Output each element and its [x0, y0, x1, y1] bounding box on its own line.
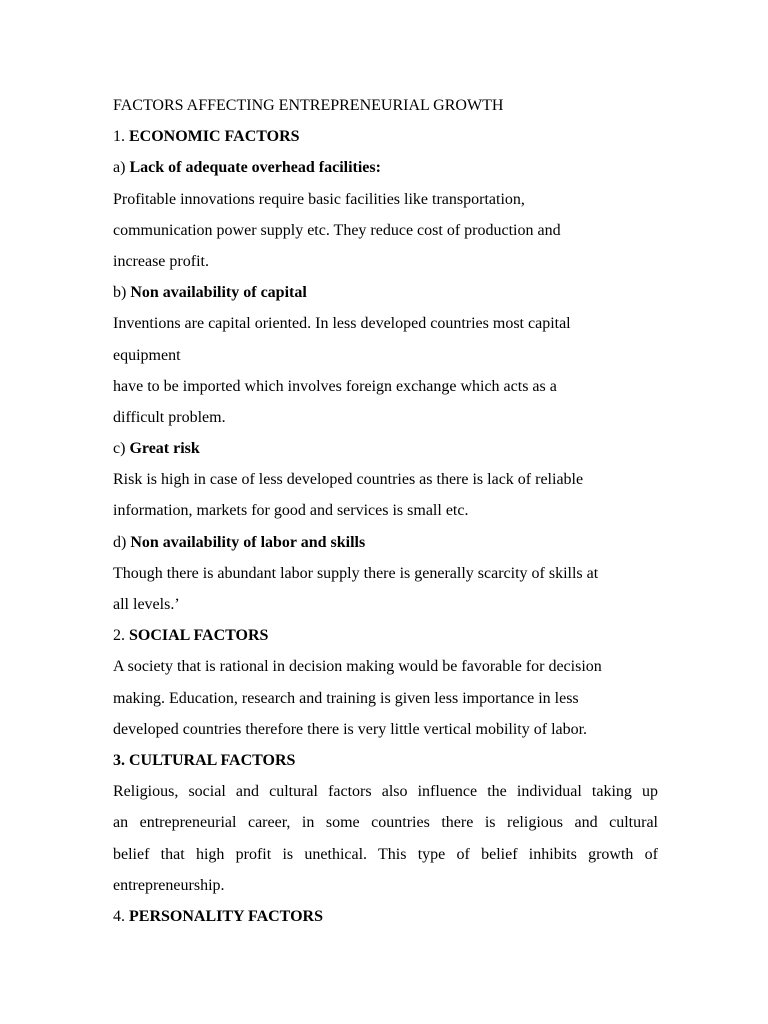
- paragraph-line: increase profit.: [113, 252, 209, 270]
- paragraph-line: Risk is high in case of less developed countries as there is lack of reliable: [113, 471, 584, 489]
- paragraph-line: information, markets for good and services is small etc.: [113, 502, 469, 520]
- section-heading-cultural: [113, 745, 658, 776]
- document-title: FACTORS AFFECTING ENTREPRENEURIAL GROWTH: [113, 97, 504, 114]
- paragraph-line: Inventions are capital oriented. In less developed countries most capital: [113, 315, 571, 333]
- paragraph-line: Religious, social and cultural factors also influence the individual taking up: [113, 783, 658, 801]
- paragraph-line: Though there is abundant labor supply there is generally scarcity of skills at: [113, 564, 599, 582]
- paragraph-line: Profitable innovations require basic facilities like transportation,: [113, 190, 525, 208]
- subsection-label: d): [113, 533, 127, 551]
- subsection-heading-labor: [113, 527, 658, 558]
- section-title: PERSONALITY FACTORS: [129, 907, 323, 925]
- subsection-title: Non availability of labor and skills: [130, 533, 366, 551]
- subsection-label: c): [113, 440, 126, 458]
- paragraph-line: an entrepreneurial career, in some countries there is religious and cultural: [113, 814, 658, 832]
- subsection-heading-overhead: [113, 152, 658, 183]
- subsection-heading-risk: [113, 433, 658, 464]
- section-number: 1.: [113, 128, 125, 146]
- section-number: 2.: [113, 627, 125, 645]
- section-title: CULTURAL FACTORS: [129, 751, 296, 769]
- subsection-title: Lack of adequate overhead facilities:: [129, 159, 381, 177]
- paragraph-line: making. Education, research and training is given less importance in less: [113, 689, 579, 707]
- paragraph-line: A society that is rational in decision making would be favorable for decision: [113, 658, 602, 676]
- section-title: SOCIAL FACTORS: [129, 627, 269, 645]
- paragraph-line: developed countries therefore there is very little vertical mobility of labor.: [113, 720, 588, 738]
- section-number: 4.: [113, 907, 125, 925]
- subsection-label: b): [113, 284, 127, 302]
- paragraph-line: have to be imported which involves foreign exchange which acts as a: [113, 377, 557, 395]
- paragraph-line: difficult problem.: [113, 408, 226, 426]
- subsection-title: Non availability of capital: [130, 284, 307, 302]
- paragraph-line: entrepreneurship.: [113, 876, 225, 894]
- section-number: 3.: [113, 751, 125, 769]
- section-heading-economic: [113, 121, 658, 152]
- subsection-label: a): [113, 159, 126, 177]
- paragraph-line: belief that high profit is unethical. This type of belief inhibits growth of: [113, 845, 658, 863]
- paragraph-line: communication power supply etc. They reduce cost of production and: [113, 221, 561, 239]
- subsection-title: Great risk: [129, 440, 200, 458]
- section-heading-social: [113, 620, 658, 651]
- subsection-heading-capital: [113, 277, 658, 308]
- document-page: [113, 90, 658, 932]
- section-title: ECONOMIC FACTORS: [129, 128, 300, 146]
- paragraph-line: all levels.’: [113, 596, 180, 613]
- section-heading-personality: [113, 901, 658, 932]
- paragraph-line: equipment: [113, 346, 181, 364]
